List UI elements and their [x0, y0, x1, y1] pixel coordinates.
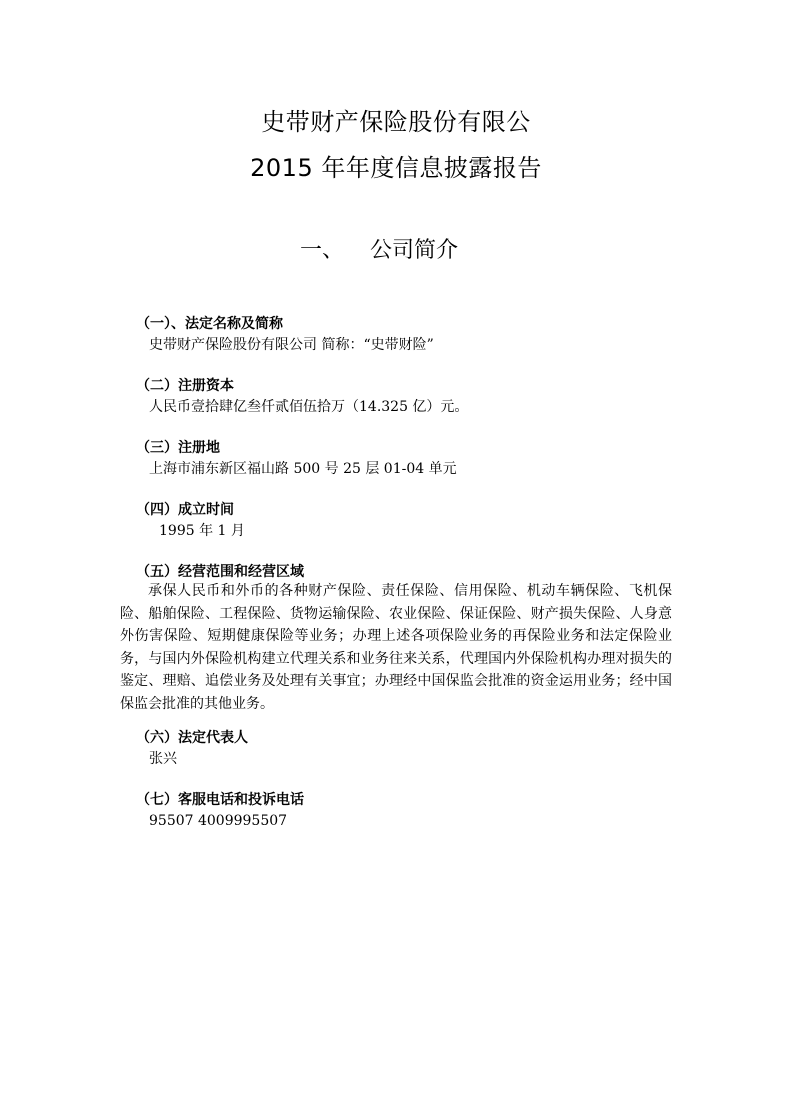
section-heading: [300, 236, 458, 266]
document-title-line2: 2015 年年度信息披露报告: [250, 154, 542, 182]
content-founding-date: 1995 年 1 月: [159, 523, 245, 539]
content-registered-address: 上海市浦东新区福山路 500 号 25 层 01-04 单元: [149, 461, 457, 477]
heading-legal-representative: （六）法定代表人: [136, 730, 248, 746]
document-title-line1: 史带财产保险股份有限公: [261, 108, 531, 136]
content-business-scope: 承保人民币和外币的各种财产保险、责任保险、信用保险、机动车辆保险、飞机保险、船舶保险、工程保险、货物运输保险、农业保险、保证保险、财产损失保险、人身意外伤害保险、短期健康保险等业务；办理上述各项保险业务的再保险业务和法定保险业务，与国内外保险机构建立代理关系和业务往来关系，代理国内外保险机构办理对损失的鉴定、理赔、追偿业务及处理有关事宜；办理经中国保监会批准的资金运用业务；经中国保监会批准的其他业务。: [120, 583, 672, 712]
content-legal-representative: 张兴: [149, 751, 177, 767]
heading-service-phone: （七）客服电话和投诉电话: [136, 792, 304, 808]
heading-legal-name: （一）、法定名称及简称: [136, 316, 283, 332]
content-registered-capital: 人民币壹拾肆亿叁仟贰佰伍拾万（14.325 亿）元。: [149, 399, 469, 415]
heading-business-scope: （五）经营范围和经营区域: [136, 564, 304, 580]
section-title: 公司简介: [370, 238, 459, 263]
content-service-phone: 95507 4009995507: [149, 813, 288, 829]
heading-founding-date: （四）成立时间: [136, 502, 234, 518]
section-number: 一、: [300, 238, 345, 263]
heading-registered-address: （三）注册地: [136, 440, 220, 456]
heading-registered-capital: （二）注册资本: [136, 378, 234, 394]
content-legal-name: 史带财产保险股份有限公司 简称：“史带财险”: [149, 337, 434, 353]
